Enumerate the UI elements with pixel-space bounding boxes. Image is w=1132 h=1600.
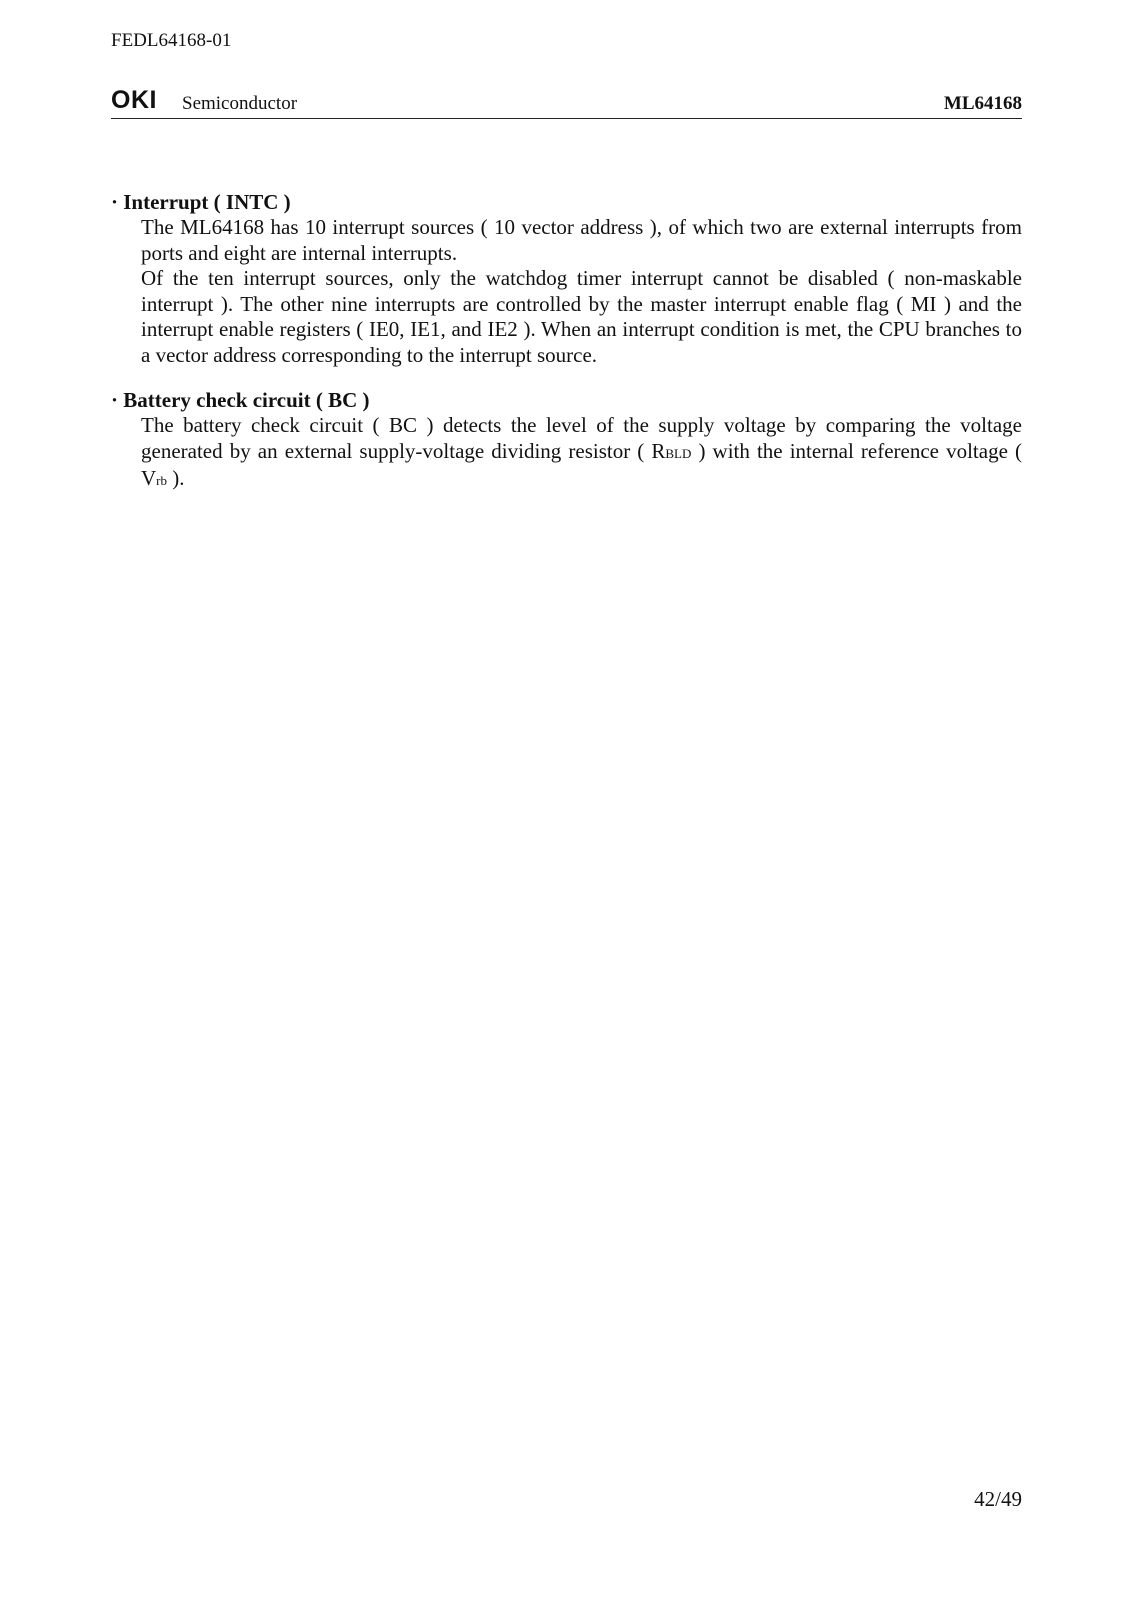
paragraph: The ML64168 has 10 interrupt sources ( 10 vector address ), of which two are external interrupts from ports and eight are internal interrupts. bbox=[141, 215, 1022, 265]
subscript-bld: BLD bbox=[665, 445, 692, 461]
part-number: ML64168 bbox=[943, 93, 1022, 114]
text-run: ). bbox=[167, 466, 185, 490]
paragraph: Of the ten interrupt sources, only the watchdog timer interrupt cannot be disabled ( non-maskable interrupt ). The other nine interrupts are controlled by the master interrupt enable flag ( MI ) and the interrupt enable registers ( IE0, IE1, and IE2 ). When an interrupt condition is met, the CPU branches to a vector address corresponding to the interrupt source. bbox=[141, 266, 1022, 367]
section-body-interrupt bbox=[141, 215, 1022, 368]
oki-logo: OKI bbox=[111, 86, 157, 114]
section-body-battery-check bbox=[141, 413, 1022, 494]
section-title-interrupt: · Interrupt ( INTC ) bbox=[111, 190, 291, 214]
document-id: FEDL64168-01 bbox=[111, 30, 232, 51]
section-interrupt bbox=[111, 190, 1022, 368]
page-header bbox=[111, 84, 1022, 119]
section-title-battery-check: · Battery check circuit ( BC ) bbox=[111, 388, 370, 412]
paragraph bbox=[141, 413, 1022, 494]
page-number: 42/49 bbox=[974, 1487, 1022, 1511]
text-run: The battery check circuit ( BC ) detects the level of the supply voltage by comparing the voltage generated by an external supply-voltage dividing resistor ( R bbox=[141, 413, 1022, 463]
text-run: ) with the internal reference voltage ( V bbox=[141, 438, 1022, 490]
section-battery-check bbox=[111, 388, 1022, 494]
company-name: Semiconductor bbox=[182, 93, 298, 114]
subscript-rb: rb bbox=[156, 473, 168, 488]
